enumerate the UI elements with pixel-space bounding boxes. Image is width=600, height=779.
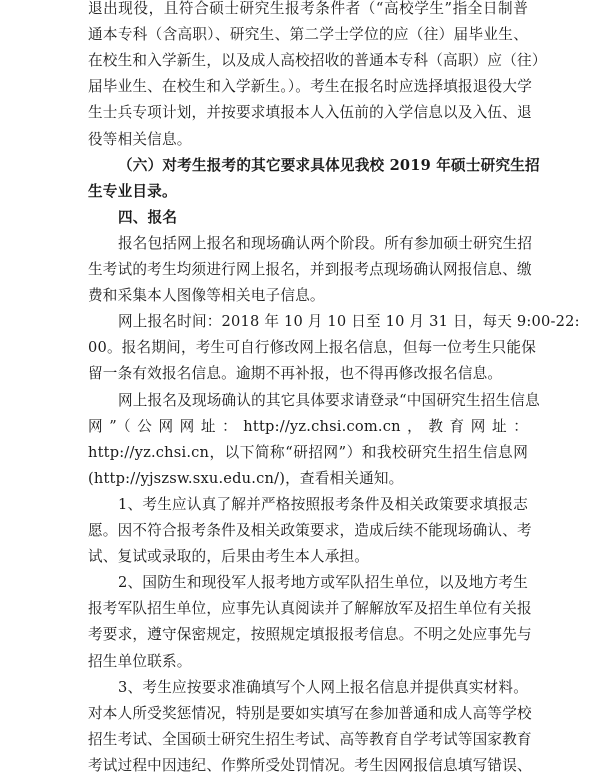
paragraph-line: 招生考试、全国硕士研究生招生考试、高等教育自学考试等国家教育	[88, 730, 532, 748]
section-heading-line: 四、报名	[118, 208, 178, 226]
paragraph-line: 生考试的考生均须进行网上报名，并到报考点现场确认网报信息、缴	[88, 261, 532, 278]
paragraph-line: 网上报名及现场确认的其它具体要求请登录“中国研究生招生信息	[118, 391, 540, 409]
paragraph-line: 愿。因不符合报考条件及相关政策要求，造成后续不能现场确认、考	[88, 522, 532, 539]
paragraph-line: 考试过程中因违纪、作弊所受处罚情况。考生因网报信息填写错误、	[88, 756, 532, 774]
paragraph-line: 网”（公网网址：http://yz.chsi.com.cn，教育网址：	[88, 417, 528, 435]
paragraph-line: 报考军队招生单位，应事先认真阅读并了解解放军及招生单位有关报	[88, 600, 532, 618]
paragraph-line: 网上报名时间：2018 年 10 月 10 日至 10 月 31 日，每天 9:00-22:	[118, 313, 580, 331]
section-heading-line: （六）对考生报考的其它要求具体见我校 2019 年硕士研究生招	[118, 156, 540, 174]
paragraph-line: 生士兵专项计划，并按要求填报本人入伍前的入学信息以及入伍、退	[88, 104, 532, 122]
paragraph-line: 报名包括网上报名和现场确认两个阶段。所有参加硕士研究生招	[118, 234, 533, 252]
paragraph-line: 届毕业生、在校生和入学新生。）。考生在报名时应选择填报退役大学	[88, 78, 533, 96]
paragraph-line: 通本专科（含高职）、研究生、第二学士学位的应（往）届毕业生、	[88, 26, 528, 44]
paragraph-line: 3、考生应按要求准确填写个人网上报名信息并提供真实材料。	[118, 678, 528, 696]
paragraph-line: 试、复试或录取的，后果由考生本人承担。	[88, 548, 370, 566]
paragraph-line: 1、考生应认真了解并严格按照报考条件及相关政策要求填报志	[118, 495, 528, 513]
paragraph-line: 费和采集本人图像等相关电子信息。	[88, 287, 325, 305]
paragraph-line: 2、国防生和现役军人报考地方或军队招生单位，以及地方考生	[118, 574, 528, 592]
paragraph-line: (http://yjszsw.sxu.edu.cn/)，查看相关通知。	[88, 469, 404, 487]
paragraph-line: 退出现役，且符合硕士研究生报考条件者（“高校学生”指全日制普	[88, 0, 528, 17]
section-heading-line: 生专业目录。	[88, 182, 177, 200]
paragraph-line: 考要求，遵守保密规定，按照规定填报报考信息。不明之处应事先与	[88, 626, 532, 644]
paragraph-line: 留一条有效报名信息。逾期不再补报，也不得再修改报名信息。	[88, 365, 503, 383]
paragraph-line: 役等相关信息。	[88, 130, 192, 148]
paragraph-line: 对本人所受奖惩情况，特别是要如实填写在参加普通和成人高等学校	[88, 704, 532, 722]
paragraph-line: 招生单位联系。	[88, 652, 192, 670]
paragraph-line: http://yz.chsi.cn，以下简称“研招网”）和我校研究生招生信息网	[88, 443, 528, 461]
paragraph-line: 00。报名期间，考生可自行修改网上报名信息，但每一位考生只能保	[88, 339, 536, 357]
paragraph-line: 在校生和入学新生，以及成人高校招收的普通本专科（高职）应（往）	[88, 52, 547, 70]
